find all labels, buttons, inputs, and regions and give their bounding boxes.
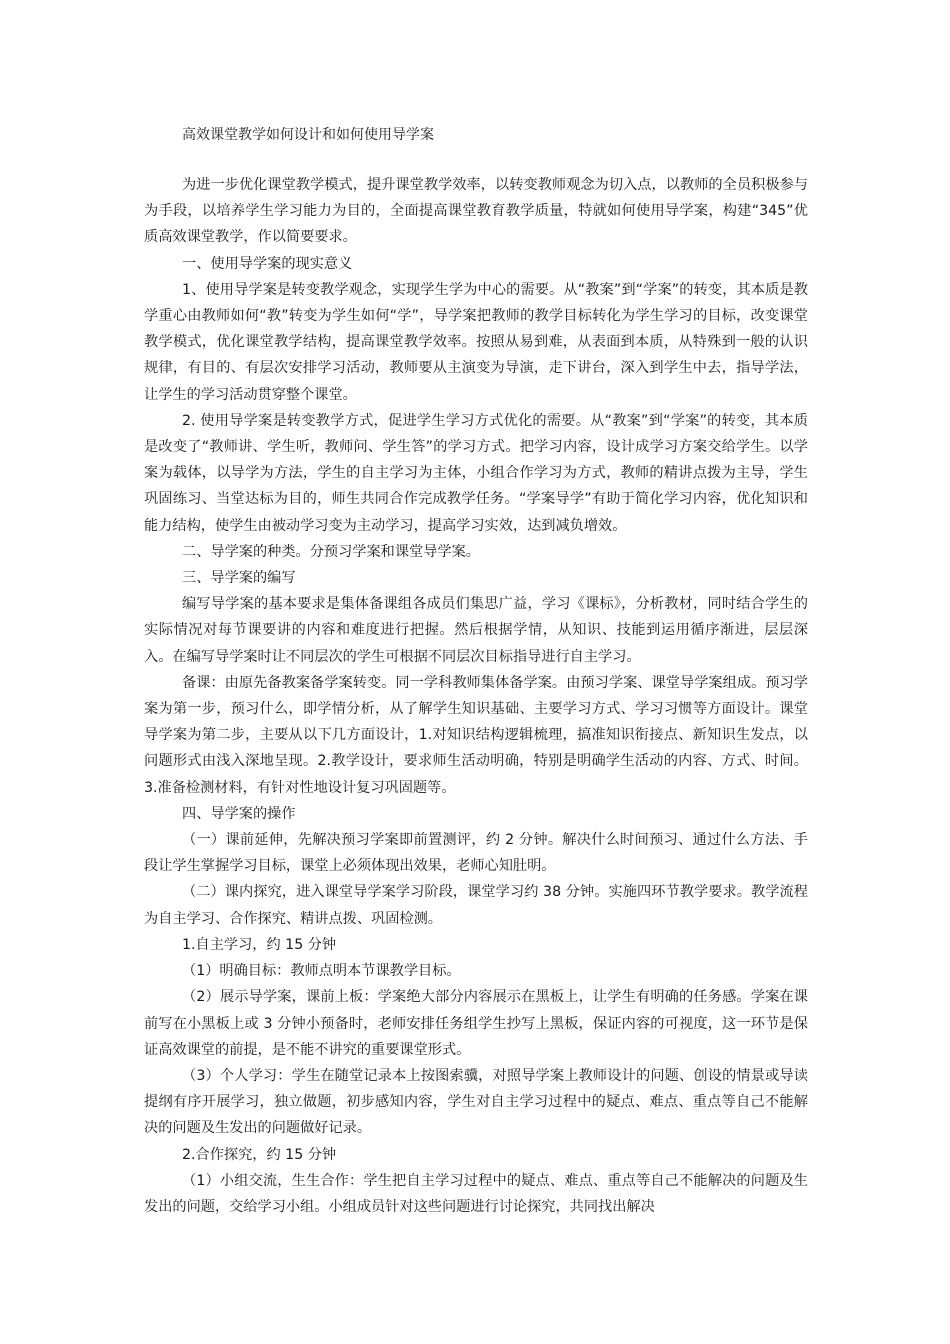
section-heading-3: 三、导学案的编写: [182, 570, 296, 587]
paragraph-1-1: 1、使用导学案是转变教学观念，实现学生学为中心的需要。从“教案”到“学案”的转变，其本质是教学重心由教师如何“教”转变为学生如何“学”，导学案把教师的教学目标转化为学生学习的目标，改变课堂教学模式，优化课堂教学结构，提高课堂教学效率。按照从易到难，从表面到本质，从特殊到一般的认识规律，有目的、有层次安排学习活动，教师要从主演变为导演，走下讲台，深入到学生中去，指导学法，让学生的学习活动贯穿整个课堂。: [144, 281, 808, 403]
subheading-self-study: 1.自主学习，约 15 分钟: [182, 936, 337, 953]
paragraph-3-2: 备课：由原先备教案备学案转变。同一学科教师集体备学案。由预习学案、课堂导学案组成。预习学案为第一步，预习什么，即学情分析，从了解学生知识基础、主要学习方式、学习习惯等方面设计。课堂导学案为第二步，主要从以下几方面设计，1.对知识结构逻辑梳理，搞准知识衔接点、新知识生发点，以问题形式由浅入深地呈现。2.教学设计，要求师生活动明确，特别是明确学生活动的内容、方式、时间。3.准备检测材料，有针对性地设计复习巩固题等。: [144, 674, 808, 796]
paragraph-4-1: （一）课前延伸，先解决预习学案即前置测评，约 2 分钟。解决什么时间预习、通过什么方法、手段让学生掌握学习目标，课堂上必须体现出效果，老师心知肚明。: [144, 832, 808, 875]
document-title: 高效课堂教学如何设计和如何使用导学案: [182, 127, 434, 143]
section-heading-2: 二、导学案的种类。分预习学案和课堂导学案。: [182, 543, 480, 560]
paragraph-self-study-2: （2）展示导学案，课前上板：学案绝大部分内容展示在黑板上，让学生有明确的任务感。学案在课前写在小黑板上或 3 分钟小预备时，老师安排任务组学生抄写上黑板，保证内容的可视度，这一环节是保证高效课堂的前提，是不能不讲究的重要课堂形式。: [144, 989, 808, 1058]
paragraph-cooperation-1: （1）小组交流，生生合作：学生把自主学习过程中的疑点、难点、重点等自己不能解决的问题及生发出的问题，交给学习小组。小组成员针对这些问题进行讨论探究，共同找出解决: [144, 1172, 808, 1215]
intro-paragraph: 为进一步优化课堂教学模式，提升课堂教学效率，以转变教师观念为切入点，以教师的全员积极参与为手段，以培养学生学习能力为目的，全面提高课堂教育教学质量，特就如何使用导学案，构建“345”优质高效课堂教学，作以简要要求。: [144, 177, 808, 246]
paragraph-self-study-3: （3）个人学习：学生在随堂记录本上按图索骥，对照导学案上教师设计的问题、创设的情景或导读提纲有序开展学习，独立做题，初步感知内容，学生对自主学习过程中的疑点、难点、重点等自己不能解决的问题及生发出的问题做好记录。: [144, 1067, 808, 1137]
section-heading-4: 四、导学案的操作: [182, 805, 296, 822]
subheading-cooperation: 2.合作探究，约 15 分钟: [182, 1146, 337, 1163]
paragraph-self-study-1: （1）明确目标：教师点明本节课教学目标。: [182, 963, 461, 980]
paragraph-1-2: 2. 使用导学案是转变教学方式，促进学生学习方式优化的需要。从“教案”到“学案”的转变，其本质是改变了“教师讲、学生听，教师问、学生答”的学习方式。把学习内容，设计成学习方案交给学生。以学案为载体，以导学为方法，学生的自主学习为主体，小组合作学习为方式，教师的精讲点拨为主导，学生巩固练习、当堂达标为目的，师生共同合作完成教学任务。“学案导学”有助于简化学习内容，优化知识和能力结构，使学生由被动学习变为主动学习，提高学习实效，达到减负增效。: [144, 412, 808, 534]
paragraph-4-2: （二）课内探究，进入课堂导学案学习阶段，课堂学习约 38 分钟。实施四环节教学要求。教学流程为自主学习、合作探究、精讲点拨、巩固检测。: [144, 884, 808, 927]
section-heading-1: 一、使用导学案的现实意义: [182, 255, 353, 272]
document-page: [144, 126, 808, 1220]
paragraph-3-1: 编写导学案的基本要求是集体备课组各成员们集思广益，学习《课标》，分析教材，同时结合学生的实际情况对每节课要讲的内容和难度进行把握。然后根据学情，从知识、技能到运用循序渐进，层层深入。在编写导学案时让不同层次的学生可根据不同层次目标指导进行自主学习。: [144, 596, 808, 665]
